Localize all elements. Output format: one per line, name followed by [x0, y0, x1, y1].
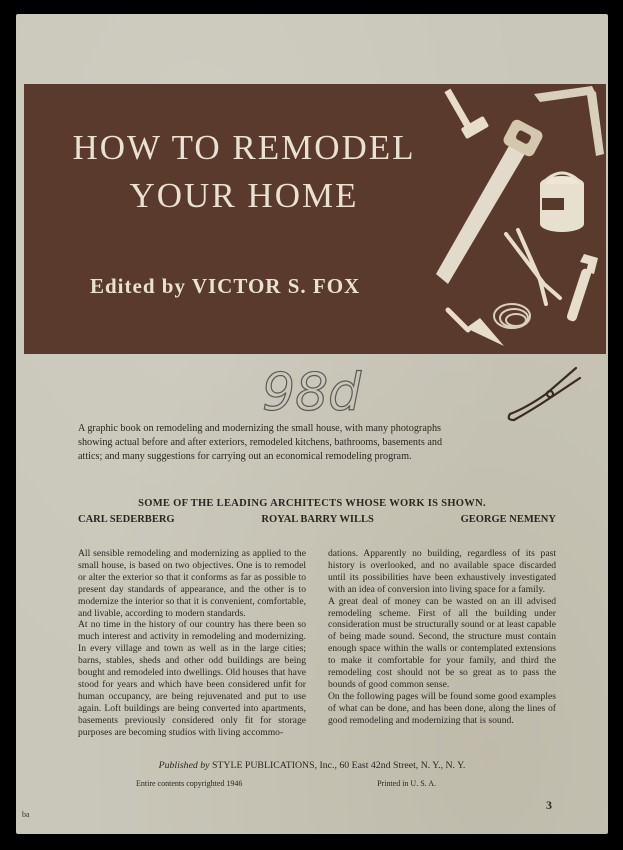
wrench-icon [566, 254, 598, 322]
margin-note: ba [22, 810, 30, 819]
publisher-line [16, 760, 608, 771]
architect-name: GEORGE NEMENY [460, 514, 556, 525]
book-cover-page [16, 14, 608, 834]
body-paragraph: All sensible remodeling and modernizing as applied to the small house, is based on two objectives. One is to remodel or alter the exterior so that it conforms as far as possible to present day standards of appearance, and the other is to modernize the interior so that it is convenient, comfortable, and livable, according to modern standards. [78, 548, 306, 619]
page-number: 3 [546, 798, 552, 812]
published-by-label: Published by [158, 760, 210, 771]
footer-row [136, 779, 436, 788]
title-line-2: YOUR HOME [129, 176, 359, 215]
cover-banner [24, 84, 606, 354]
pliers-icon [506, 230, 560, 304]
body-paragraph: On the following pages will be found some good examples of what can be done, and has been done, along the lines of good remodeling and modernizing that is sound. [328, 690, 556, 726]
handwritten-number-text: 98d [262, 363, 362, 423]
architect-name: ROYAL BARRY WILLS [261, 514, 374, 525]
paint-can-icon [540, 173, 584, 232]
editor-credit: Edited by VICTOR S. FOX [90, 274, 361, 298]
body-paragraph: At no time in the history of our country has there been so much interest and activity in remodeling and modernizing. In every village and town as well as in the large cities; barns, stables, sheds and other odd buildings are being bought and remodeled into dwellings. Old houses that have stood for years and which have been considered unfit for human occupancy, are being rejuvenated and put to use again. Loft buildings are being converted into apartments, basements previously considered only fit for storage purposes are becoming studios with living accommo- [78, 619, 306, 738]
saw-icon [436, 118, 545, 284]
architects-names [78, 514, 556, 525]
body-column-left [78, 548, 306, 739]
body-paragraph: A great deal of money can be wasted on an ill advised remodeling scheme. First of all the building under consideration must be structurally sound or at least capable of being made sound. Second, the structure must contain enough space within the walls or contemplated extensions to make it comfortable for your family, and third the remodeling cost should not be so great as to pass the bounds of good common sense. [328, 595, 556, 690]
copyright-notice: Entire contents copyrighted 1946 [136, 779, 243, 788]
intro-paragraph: A graphic book on remodeling and modernizing the small house, with many photographs showing actual before and after exteriors, remodeled kitchens, bathrooms, basements and attics; and many suggestions for carrying out an economical remodeling program. [78, 423, 443, 462]
handwritten-number [256, 352, 386, 432]
hammer-icon [444, 89, 489, 140]
publisher-name: STYLE PUBLICATIONS, Inc., 60 East 42nd Street, N. Y., N. Y. [211, 760, 466, 771]
pruning-shears-icon [506, 354, 586, 424]
trowel-icon [448, 310, 504, 346]
printed-notice: Printed in U. S. A. [377, 779, 436, 788]
carpenter-square-icon [534, 86, 604, 156]
body-paragraph: dations. Apparently no building, regardless of its past history is overlooked, and no available space discarded until its possibilities have been exhaustively investigated with an idea of conversion into living space for a family. [328, 548, 556, 595]
title-line-1: HOW TO REMODEL [72, 128, 416, 167]
book-title [64, 124, 424, 220]
architect-name: CARL SEDERBERG [78, 514, 175, 525]
architects-heading: SOME OF THE LEADING ARCHITECTS WHOSE WORK IS SHOWN. [138, 498, 486, 509]
body-column-right [328, 548, 556, 727]
wire-coil-icon [494, 304, 530, 328]
tools-illustration [414, 84, 606, 354]
